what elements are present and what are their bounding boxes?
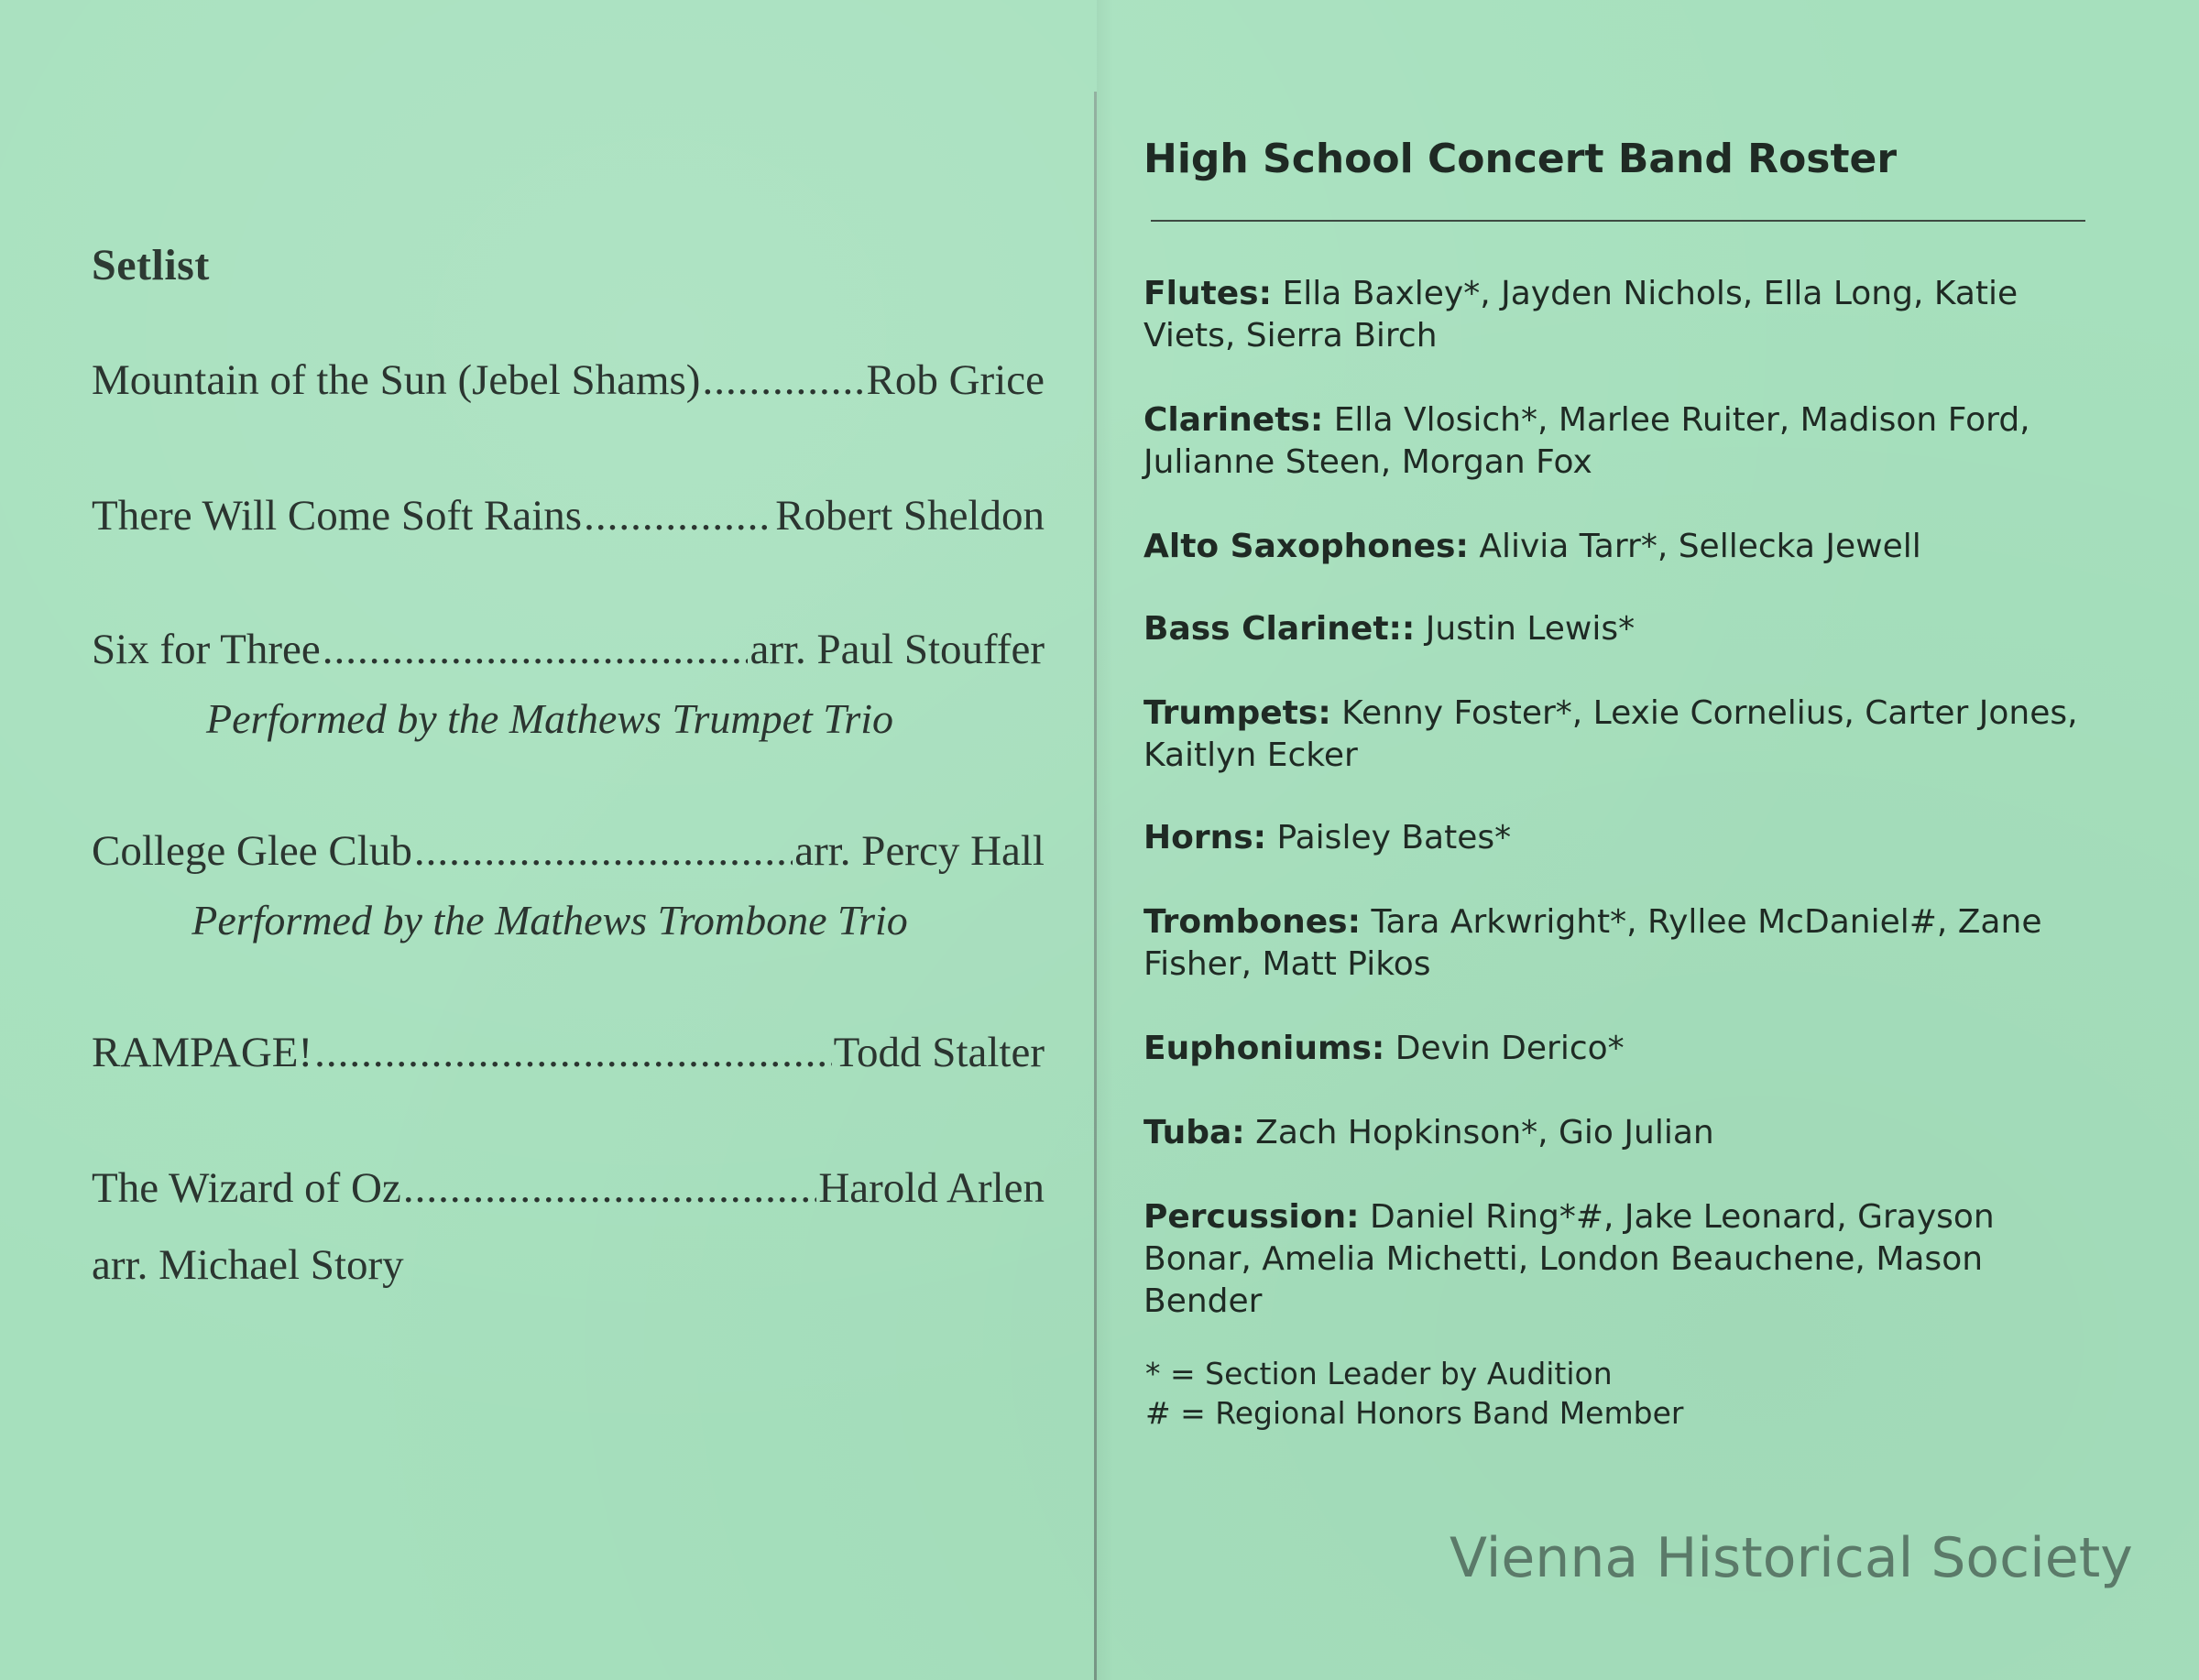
performer-note: Performed by the Mathews Trumpet Trio bbox=[205, 695, 894, 742]
section-label: Horns: bbox=[1143, 819, 1267, 856]
roster-title: High School Concert Band Roster bbox=[1143, 136, 1898, 182]
setlist-item bbox=[92, 1028, 1045, 1077]
section-names: Paisley Bates* bbox=[1276, 819, 1512, 856]
roster-section-flutes bbox=[1143, 273, 2096, 357]
piece-credit: arr. Percy Hall bbox=[794, 827, 1045, 875]
setlist-item bbox=[92, 491, 1045, 540]
legend-honors-band: # = Regional Honors Band Member bbox=[1145, 1395, 1684, 1431]
dot-leader bbox=[584, 491, 773, 540]
center-fold-line bbox=[1094, 92, 1097, 1680]
roster-section-euphoniums bbox=[1143, 1028, 2096, 1070]
section-names: Zach Hopkinson*, Gio Julian bbox=[1255, 1114, 1714, 1151]
dot-leader bbox=[414, 826, 793, 876]
roster-legend bbox=[1145, 1354, 1683, 1433]
piece-title: RAMPAGE! bbox=[92, 1029, 313, 1076]
piece-title: College Glee Club bbox=[92, 827, 412, 875]
section-names: Alivia Tarr*, Sellecka Jewell bbox=[1479, 528, 1921, 565]
roster-section-horns bbox=[1143, 817, 2096, 859]
section-names: Tara Arkwright*, Ryllee McDaniel#, Zane Fisher, Matt Pikos bbox=[1143, 903, 2042, 983]
setlist-title: Setlist bbox=[92, 241, 210, 289]
piece-title: Mountain of the Sun (Jebel Shams) bbox=[92, 356, 701, 404]
dot-leader bbox=[702, 355, 864, 405]
section-names: Ella Vlosich*, Marlee Ruiter, Madison Ford, Julianne Steen, Morgan Fox bbox=[1143, 401, 2030, 481]
piece-credit: Rob Grice bbox=[866, 356, 1045, 404]
piece-credit: arr. Paul Stouffer bbox=[749, 626, 1045, 673]
section-label: Tuba: bbox=[1143, 1114, 1245, 1151]
section-label: Trumpets: bbox=[1143, 694, 1331, 732]
section-label: Euphoniums: bbox=[1143, 1030, 1385, 1067]
piece-title: There Will Come Soft Rains bbox=[92, 492, 583, 540]
watermark: Vienna Historical Society bbox=[1450, 1526, 2133, 1590]
roster-section-clarinets bbox=[1143, 399, 2096, 484]
section-label: Percussion: bbox=[1143, 1198, 1360, 1236]
performer-note: Performed by the Mathews Trombone Trio bbox=[191, 897, 908, 944]
section-names: Ella Baxley*, Jayden Nichols, Ella Long, Katie Viets, Sierra Birch bbox=[1143, 275, 2018, 355]
legend-section-leader: * = Section Leader by Audition bbox=[1145, 1356, 1613, 1391]
setlist-item bbox=[92, 826, 1045, 944]
section-label: Clarinets: bbox=[1143, 401, 1324, 439]
section-names: Kenny Foster*, Lexie Cornelius, Carter Jones, Kaitlyn Ecker bbox=[1143, 694, 2078, 774]
piece-credit: Robert Sheldon bbox=[775, 492, 1045, 540]
dot-leader bbox=[403, 1163, 816, 1213]
setlist-item bbox=[92, 1163, 1045, 1290]
dot-leader bbox=[314, 1028, 831, 1077]
roster-section-bass-clarinet bbox=[1143, 608, 2096, 650]
setlist-item bbox=[92, 625, 1045, 743]
roster-section-tuba bbox=[1143, 1112, 2096, 1154]
section-label: Trombones: bbox=[1143, 903, 1361, 941]
piece-title: Six for Three bbox=[92, 626, 321, 673]
roster-section-trombones bbox=[1143, 901, 2096, 986]
section-label: Flutes: bbox=[1143, 275, 1273, 312]
roster-section-alto-saxophones bbox=[1143, 526, 2096, 568]
fold-shadow bbox=[1097, 0, 1113, 1680]
section-label: Alto Saxophones: bbox=[1143, 528, 1469, 565]
roster-section-trumpets bbox=[1143, 693, 2096, 777]
piece-credit: Harold Arlen bbox=[818, 1164, 1045, 1212]
piece-credit: Todd Stalter bbox=[833, 1029, 1045, 1076]
arranger-line: arr. Michael Story bbox=[92, 1241, 404, 1289]
section-label: Bass Clarinet:: bbox=[1143, 610, 1416, 648]
section-names: Daniel Ring*#, Jake Leonard, Grayson Bonar, Amelia Michetti, London Beauchene, Mason Bender bbox=[1143, 1198, 1995, 1320]
section-names: Justin Lewis* bbox=[1425, 610, 1636, 648]
dot-leader bbox=[323, 625, 749, 674]
section-names: Devin Derico* bbox=[1395, 1030, 1625, 1067]
roster-section-percussion bbox=[1143, 1196, 2096, 1323]
title-rule bbox=[1151, 220, 2085, 222]
piece-title: The Wizard of Oz bbox=[92, 1164, 401, 1212]
setlist-item bbox=[92, 355, 1045, 405]
